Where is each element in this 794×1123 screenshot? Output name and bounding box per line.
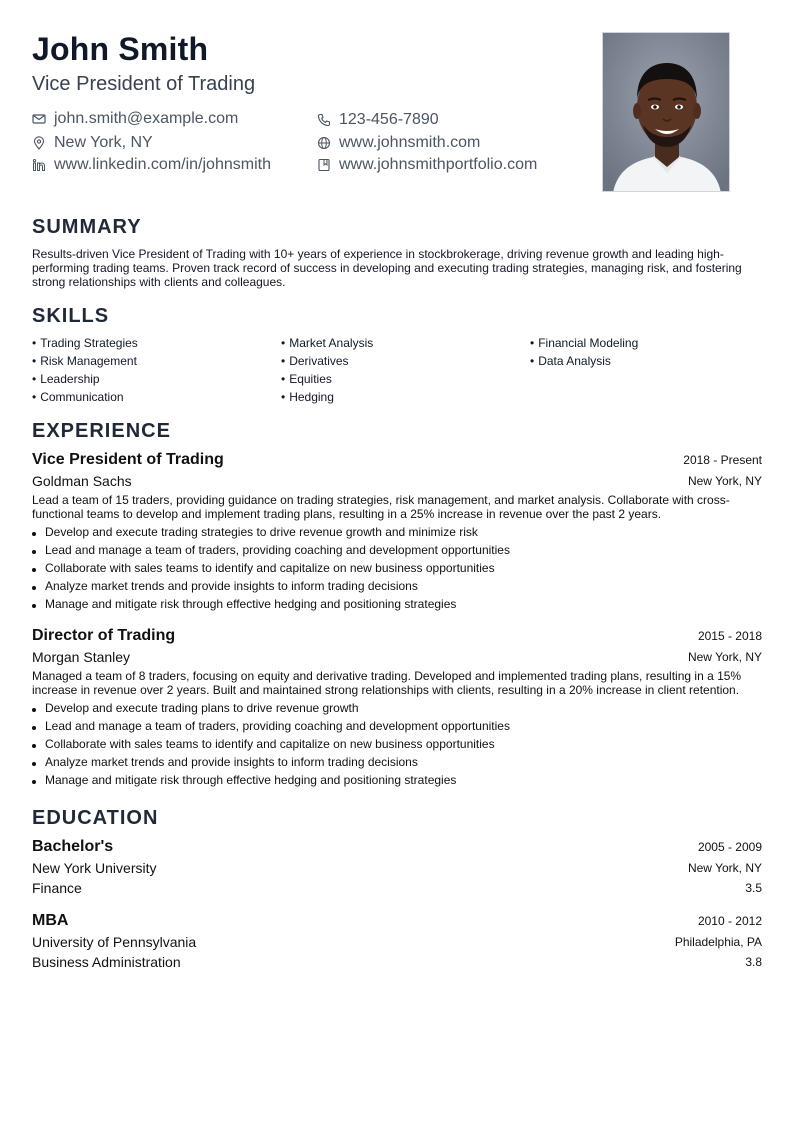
job-bullet: Lead and manage a team of traders, providing coaching and development opportunities [32, 719, 510, 733]
job-description: Managed a team of 8 traders, focusing on equity and derivative trading. Developed and implemented trading plans, resulting in a 15% increase in revenue over 2 years. Built and maintained strong relationships with clients, resulting in a 20% increase in client retention. [32, 669, 742, 697]
skill-item: • Market Analysis [281, 336, 374, 350]
job-dates: 2015 - 2018 [697, 629, 762, 643]
skill-item: • Equities [281, 372, 332, 386]
job-location: New York, NY [687, 650, 762, 664]
contact-portfolio[interactable] [317, 155, 537, 175]
contact-linkedin[interactable] [32, 155, 271, 175]
edu-dates: 2005 - 2009 [697, 840, 762, 854]
skills-heading: SKILLS [32, 305, 110, 327]
website-text: www.johnsmith.com [339, 134, 481, 151]
skill-item: • Data Analysis [530, 354, 611, 368]
profile-photo-image [603, 33, 730, 192]
job-description: Lead a team of 15 traders, providing guidance on trading strategies, risk management, and market analysis. Collaborate with cross-functional teams to develop and implement trading plans, resulting in a 25% increase in revenue over the past 2 years. [32, 493, 730, 521]
job-bullet: Manage and mitigate risk through effective hedging and positioning strategies [32, 773, 456, 787]
summary-heading: SUMMARY [32, 216, 142, 238]
portfolio-text: www.johnsmithportfolio.com [339, 156, 538, 173]
job-bullet: Analyze market trends and provide insights to inform trading decisions [32, 579, 418, 593]
skill-item: • Leadership [32, 372, 100, 386]
profile-photo [602, 32, 730, 192]
portfolio-icon [317, 158, 331, 172]
job-title: Vice President of Trading [32, 451, 224, 468]
skill-item: • Financial Modeling [530, 336, 639, 350]
location-text: New York, NY [54, 134, 153, 151]
contact-phone[interactable] [317, 110, 439, 130]
contact-location [32, 133, 153, 153]
job-location: New York, NY [687, 474, 762, 488]
edu-degree: Bachelor's [32, 838, 114, 855]
job-company: Morgan Stanley [32, 649, 131, 665]
job-bullet: Develop and execute trading strategies to drive revenue growth and minimize risk [32, 525, 478, 539]
job-title: Director of Trading [32, 627, 176, 644]
edu-gpa: 3.5 [745, 881, 762, 895]
skill-item: • Derivatives [281, 354, 349, 368]
contact-website[interactable] [317, 133, 480, 153]
edu-degree: MBA [32, 912, 69, 929]
edu-dates: 2010 - 2012 [697, 914, 762, 928]
job-bullet: Analyze market trends and provide insights to inform trading decisions [32, 755, 418, 769]
edu-field: Business Administration [32, 954, 181, 970]
edu-location: New York, NY [687, 861, 762, 875]
contact-email[interactable] [32, 109, 238, 129]
job-company: Goldman Sachs [32, 473, 132, 489]
skill-item: • Communication [32, 390, 124, 404]
phone-icon [317, 113, 331, 127]
edu-school: New York University [32, 860, 157, 876]
linkedin-icon [32, 158, 46, 172]
job-dates: 2018 - Present [683, 453, 762, 467]
summary-text: Results-driven Vice President of Trading with 10+ years of experience in stockbrokerage, driving revenue growth and leading high-performing trading teams. Proven track record of success in developing and executing trading strategies, managing risk, and fostering strong relationships with clients and colleagues. [32, 247, 742, 289]
edu-gpa: 3.8 [745, 955, 762, 969]
job-bullet: Collaborate with sales teams to identify and capitalize on new business opportunities [32, 561, 495, 575]
candidate-title: Vice President of Trading [32, 73, 256, 95]
edu-school: University of Pennsylvania [32, 934, 197, 950]
mail-icon [32, 112, 46, 126]
skill-item: • Hedging [281, 390, 334, 404]
candidate-name: John Smith [32, 31, 209, 67]
job-bullet: Manage and mitigate risk through effective hedging and positioning strategies [32, 597, 456, 611]
job-bullet: Lead and manage a team of traders, providing coaching and development opportunities [32, 543, 510, 557]
job-bullet: Collaborate with sales teams to identify and capitalize on new business opportunities [32, 737, 495, 751]
phone-text: 123-456-7890 [339, 111, 439, 128]
edu-field: Finance [32, 880, 82, 896]
job-bullet: Develop and execute trading plans to drive revenue growth [32, 701, 359, 715]
globe-icon [317, 136, 331, 150]
experience-heading: EXPERIENCE [32, 420, 171, 442]
skill-item: • Risk Management [32, 354, 137, 368]
education-heading: EDUCATION [32, 807, 159, 829]
linkedin-text: www.linkedin.com/in/johnsmith [54, 156, 271, 173]
edu-location: Philadelphia, PA [674, 935, 762, 949]
skill-item: • Trading Strategies [32, 336, 138, 350]
map-pin-icon [32, 136, 46, 150]
email-text: john.smith@example.com [54, 110, 239, 127]
